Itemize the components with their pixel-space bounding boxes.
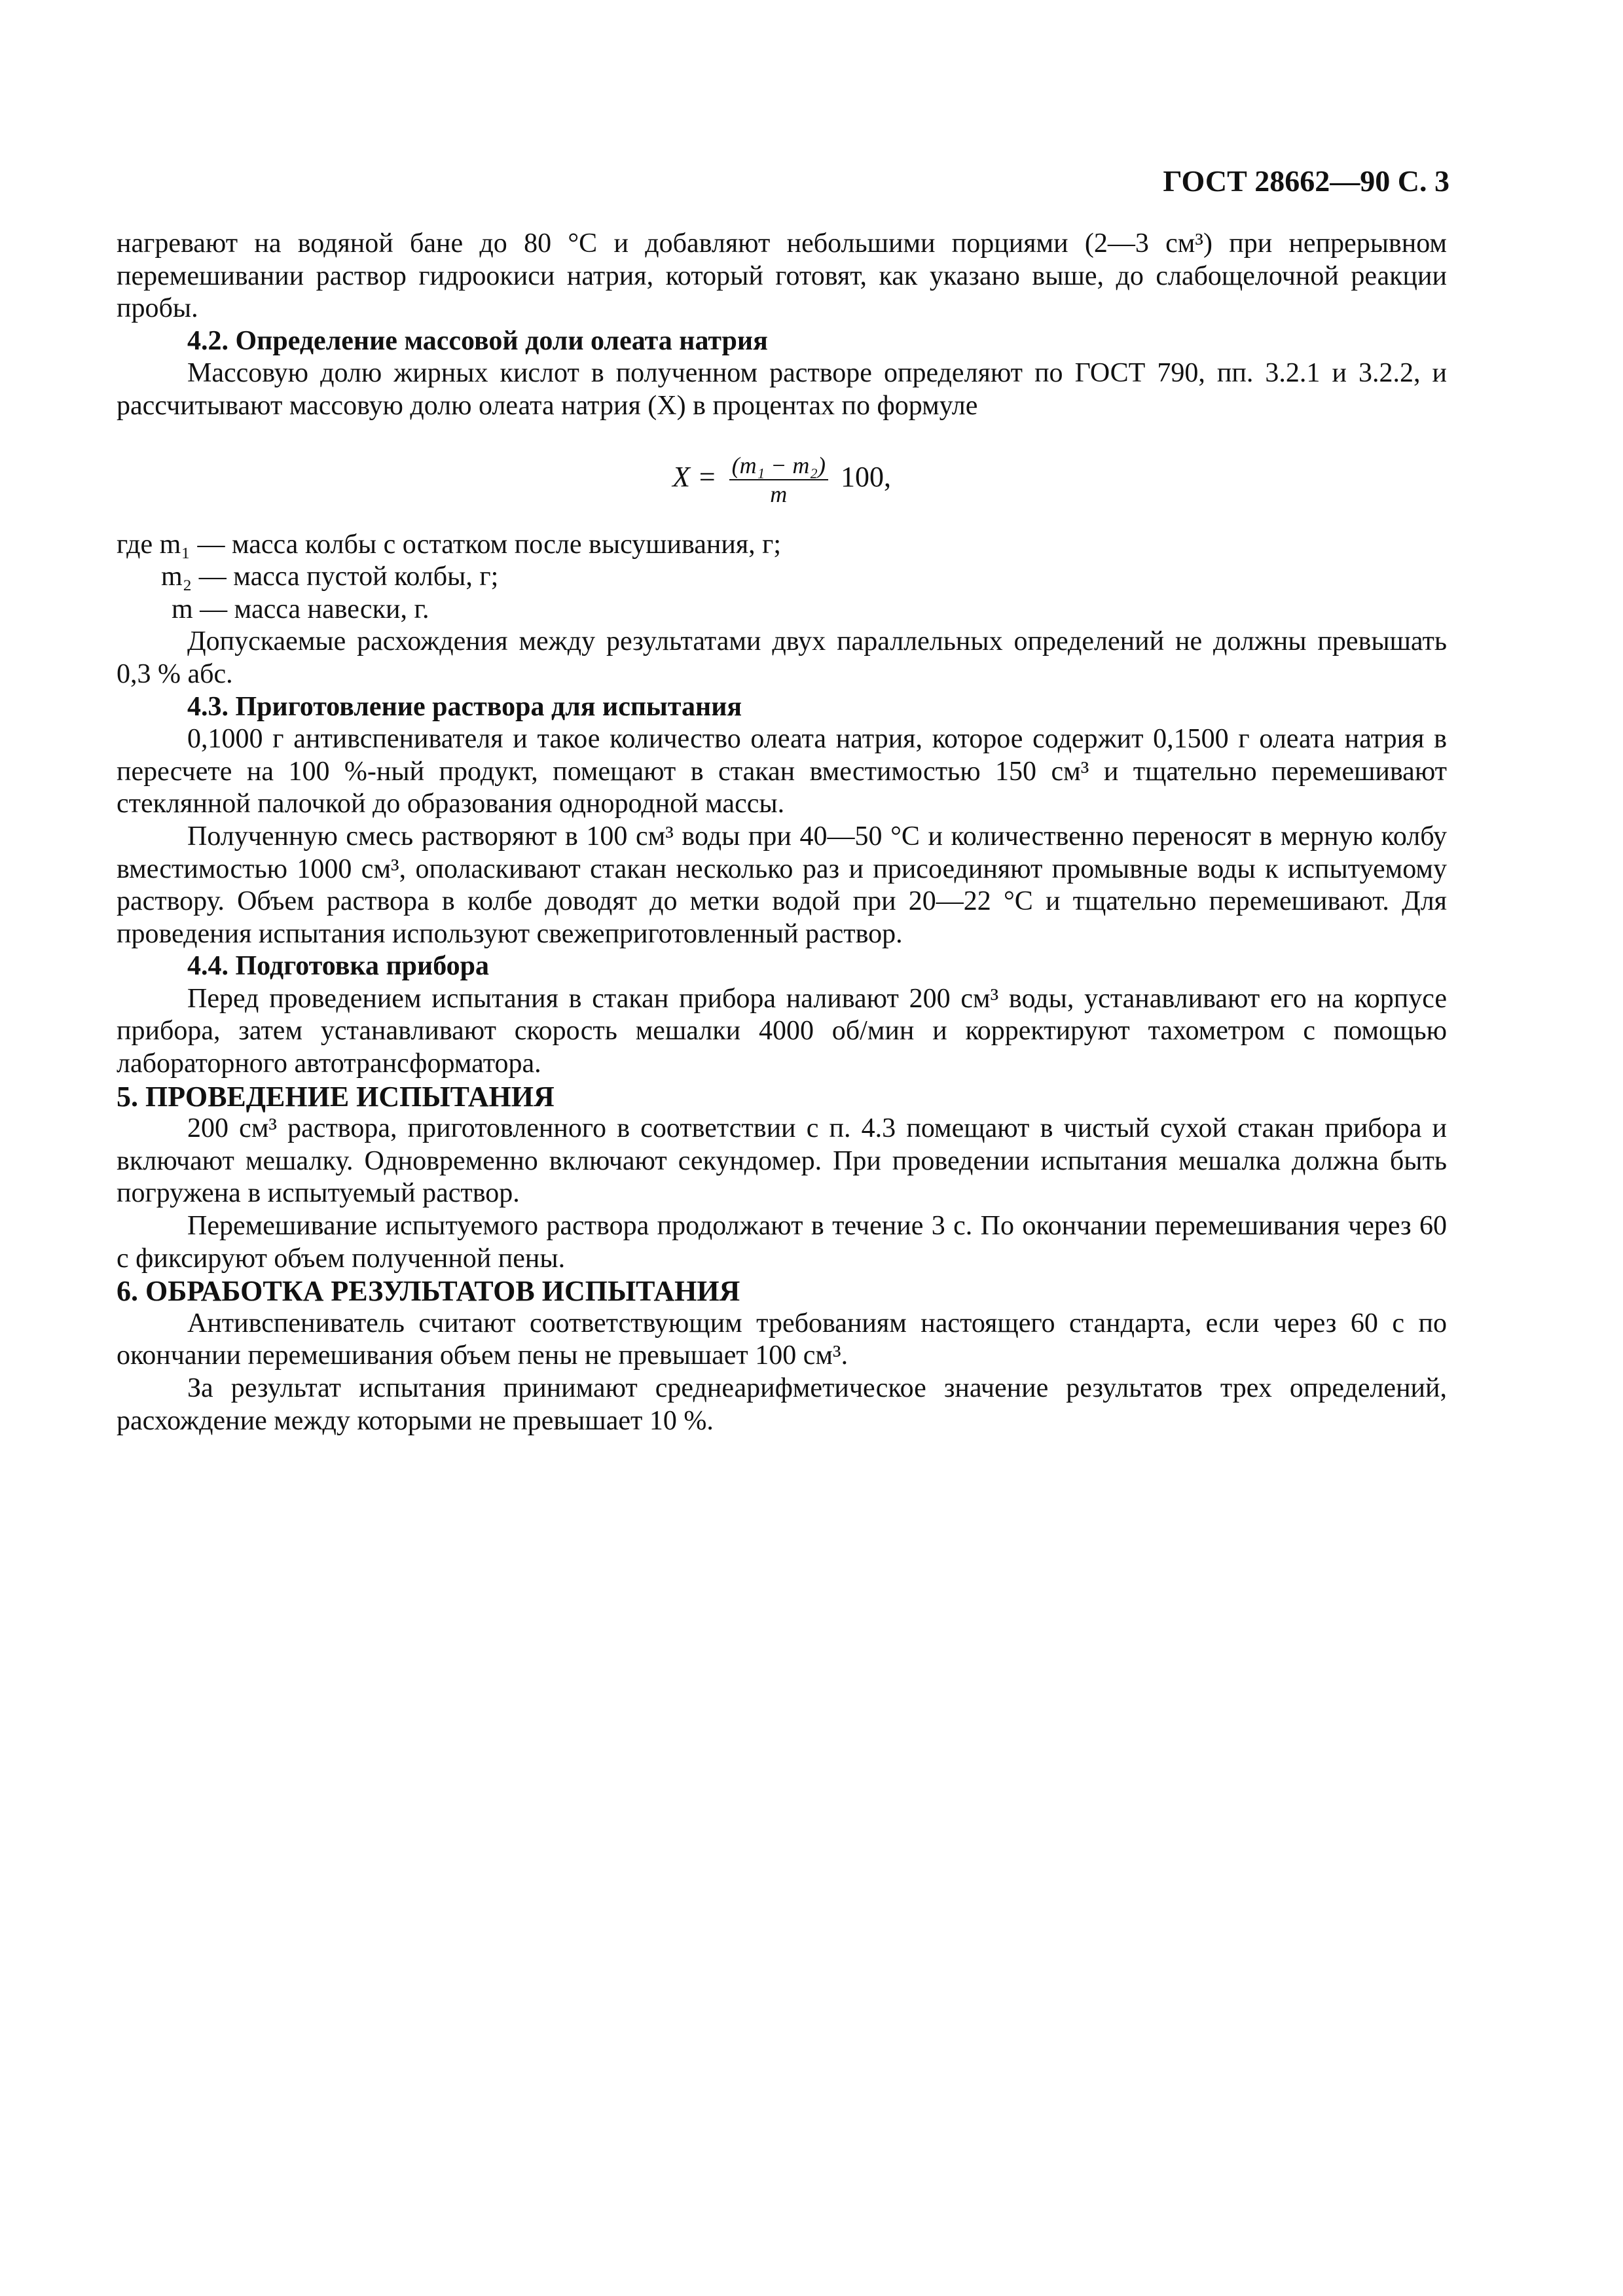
document-body xyxy=(117,228,1447,1437)
section-4-2-paragraph-2: Допускаемые расхождения между результатами двух параллельных определений не должны превышать 0,3 % абс. xyxy=(117,626,1447,689)
page-header: ГОСТ 28662—90 С. 3 xyxy=(1163,164,1450,198)
formula-numerator: (m₁ − m₂) xyxy=(729,452,828,480)
formula xyxy=(117,452,1447,508)
variable-m1: где m₁ — масса колбы с остатком после высушивания, г; xyxy=(117,529,782,560)
section-6-heading: 6. ОБРАБОТКА РЕЗУЛЬТАТОВ ИСПЫТАНИЯ xyxy=(117,1275,740,1308)
section-4-4-heading: 4.4. Подготовка прибора xyxy=(187,951,490,982)
variable-m: m — масса навески, г. xyxy=(172,594,429,624)
section-4-3-heading: 4.3. Приготовление раствора для испытания xyxy=(187,691,742,722)
section-4-3-paragraph-1: 0,1000 г антивспенивателя и такое количество олеата натрия, которое содержит 0,1500 г олеата натрия в пересчете на 100 %-ный продукт, помещают в стакан вместимостью 150 см³ и тщательно перемешивают стеклянной палочкой до образования однородной массы. xyxy=(117,724,1447,819)
section-6-paragraph-2: За результат испытания принимают среднеарифметическое значение результатов трех определений, расхождение между которыми не превышает 10 %. xyxy=(117,1373,1447,1436)
formula-lhs: X = xyxy=(672,460,717,493)
formula-fraction xyxy=(729,452,828,508)
section-5-paragraph-2: Перемешивание испытуемого раствора продолжают в течение 3 с. По окончании перемешивания через 60 с фиксируют объем полученной пены. xyxy=(117,1211,1447,1274)
formula-denominator: m xyxy=(770,480,788,507)
section-4-2-paragraph-1: Массовую долю жирных кислот в полученном растворе определяют по ГОСТ 790, пп. 3.2.1 и 3.2.2, и рассчитывают массовую долю олеата натрия (X) в процентах по формуле xyxy=(117,358,1447,421)
section-5-paragraph-1: 200 см³ раствора, приготовленного в соответствии с п. 4.3 помещают в чистый сухой стакан прибора и включают мешалку. Одновременно включают секундомер. При проведении испытания мешалка должна быть погружена в испытуемый раствор. xyxy=(117,1113,1447,1209)
section-4-2-heading: 4.2. Определение массовой доли олеата натрия xyxy=(187,325,768,356)
section-6-paragraph-1: Антивспениватель считают соответствующим требованиям настоящего стандарта, если через 60 с по окончании перемешивания объем пены не превышает 100 см³. xyxy=(117,1308,1447,1371)
section-5-heading: 5. ПРОВЕДЕНИЕ ИСПЫТАНИЯ xyxy=(117,1080,555,1113)
section-4-4-paragraph-1: Перед проведением испытания в стакан прибора наливают 200 см³ воды, устанавливают его на корпусе прибора, затем устанавливают скорость мешалки 4000 об/мин и корректируют тахометром с помощью лабораторного автотрансформатора. xyxy=(117,983,1447,1079)
variable-m2: m₂ — масса пустой колбы, г; xyxy=(161,562,499,592)
intro-paragraph: нагревают на водяной бане до 80 °С и добавляют небольшими порциями (2—3 см³) при непрерывном перемешивании раствор гидроокиси натрия, который готовят, как указано выше, до слабощелочной реакции пробы. xyxy=(117,228,1447,324)
formula-rhs: 100, xyxy=(840,460,891,493)
section-4-3-paragraph-2: Полученную смесь растворяют в 100 см³ воды при 40—50 °С и количественно переносят в мерную колбу вместимостью 1000 см³, ополаскивают стакан несколько раз и присоединяют промывные воды к испытуемому раствору. Объем раствора в колбе доводят до метки водой при 20—22 °С и тщательно перемешивают. Для проведения испытания используют свежеприготовленный раствор. xyxy=(117,821,1447,949)
